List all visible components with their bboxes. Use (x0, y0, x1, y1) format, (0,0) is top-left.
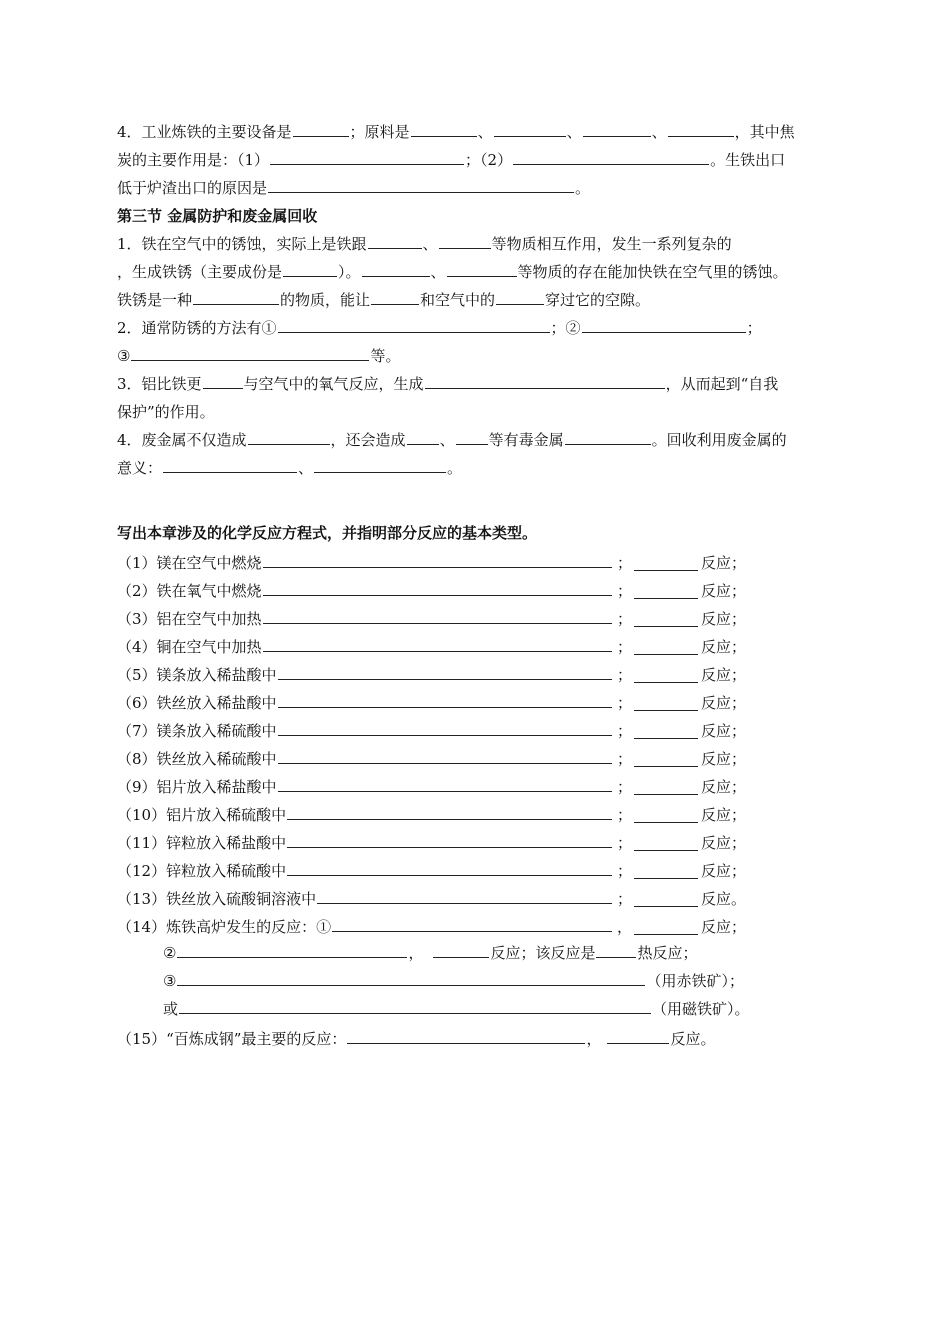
reaction-type-blank[interactable] (634, 805, 698, 823)
reaction-suffix: 反应； (701, 610, 747, 628)
blank[interactable] (193, 287, 279, 305)
equation-row (117, 745, 747, 773)
text: ，其中焦 (734, 123, 795, 141)
separator: ； (617, 862, 633, 880)
blank[interactable] (131, 343, 369, 361)
text: ）。 (338, 263, 361, 281)
text: ，生成铁锈（主要成份是 (117, 263, 283, 281)
equation-label: （4）铜在空气中加热 (117, 638, 262, 656)
section-title: 第三节 金属防护和废金属回收 (117, 207, 318, 225)
reaction-suffix: 反应； (701, 722, 747, 740)
s3-q2-line2 (117, 342, 400, 370)
blank[interactable] (583, 119, 651, 137)
blank[interactable] (596, 940, 636, 958)
separator: ； (617, 638, 633, 656)
blank[interactable] (248, 427, 330, 445)
text: 穿过它的空隙。 (545, 291, 651, 309)
separator: ； (617, 750, 633, 768)
s3-q4-line2 (117, 454, 462, 482)
blank[interactable] (447, 259, 517, 277)
equation-label: （7）镁条放入稀硫酸中 (117, 722, 277, 740)
equation-row (117, 801, 747, 829)
equation-blank[interactable] (278, 690, 612, 708)
reaction-suffix: 反应； (701, 862, 747, 880)
equation-label: （13）铁丝放入硫酸铜溶液中 (117, 890, 317, 908)
blank[interactable] (456, 427, 488, 445)
separator: ； (617, 834, 633, 852)
text: 反应。 (670, 1030, 716, 1048)
eq-14-line4 (163, 995, 750, 1023)
blank[interactable] (362, 259, 430, 277)
blank[interactable] (270, 147, 464, 165)
text: 等物质相互作用，发生一系列复杂的 (491, 235, 732, 253)
separator: ； (617, 554, 633, 572)
text: ；原料是 (349, 123, 410, 141)
equation-blank[interactable] (278, 746, 612, 764)
blank[interactable] (565, 427, 651, 445)
reaction-type-blank[interactable] (634, 721, 698, 739)
s3-q4-line1 (117, 426, 787, 454)
text: ③ (117, 347, 131, 365)
reaction-type-blank[interactable] (634, 581, 698, 599)
text: 热反应； (637, 944, 698, 962)
text: 3．铝比铁更 (117, 375, 202, 393)
reaction-type-blank[interactable] (634, 665, 698, 683)
reaction-type-blank[interactable] (634, 749, 698, 767)
blank[interactable] (283, 259, 337, 277)
text: 2．通常防锈的方法有① (117, 319, 277, 337)
reaction-type-blank[interactable] (634, 889, 698, 907)
reaction-suffix: 反应； (701, 834, 747, 852)
equation-blank[interactable] (287, 830, 612, 848)
reaction-suffix: 反应； (701, 918, 747, 936)
reaction-type-blank[interactable] (634, 609, 698, 627)
separator: ； (617, 890, 633, 908)
blank[interactable] (582, 315, 746, 333)
s3-q2-line1 (117, 314, 762, 342)
equation-label: （5）镁条放入稀盐酸中 (117, 666, 277, 684)
eq-14-line3 (163, 967, 744, 995)
equation-row (117, 633, 747, 661)
text: 1．铁在空气中的锈蚀，实际上是铁跟 (117, 235, 367, 253)
blank[interactable] (163, 455, 297, 473)
s3-q3-line1 (117, 370, 778, 398)
blank[interactable] (668, 119, 734, 137)
separator: ； (617, 582, 633, 600)
reaction-suffix: 反应； (701, 694, 747, 712)
text: ， (408, 944, 424, 962)
equation-blank[interactable] (263, 606, 612, 624)
text: 4．工业炼铁的主要设备是 (117, 123, 292, 141)
s3-q3-line2: 保护”的作用。 (117, 403, 215, 421)
blank[interactable] (439, 231, 491, 249)
text: 、 (430, 263, 446, 281)
blank[interactable] (496, 287, 544, 305)
s2-q4-line2 (117, 146, 785, 174)
equation-row (117, 661, 747, 689)
equation-label: （12）锌粒放入稀硫酸中 (117, 862, 287, 880)
blank[interactable] (425, 371, 665, 389)
text: 、 (566, 123, 582, 141)
equation-blank[interactable] (287, 802, 612, 820)
text: （用赤铁矿）； (646, 972, 744, 990)
separator: ， (617, 918, 633, 936)
equation-blank[interactable] (263, 634, 612, 652)
equation-label: （14）炼铁高炉发生的反应：① (117, 918, 332, 936)
text: ， (586, 1030, 602, 1048)
equation-row (117, 885, 747, 913)
equation-row (117, 773, 747, 801)
text: 、 (439, 431, 455, 449)
equation-label: （11）锌粒放入稀盐酸中 (117, 834, 287, 852)
reaction-suffix: 反应； (701, 666, 747, 684)
separator: ； (617, 722, 633, 740)
text: 意义： (117, 459, 163, 477)
equation-label: （2）铁在氧气中燃烧 (117, 582, 262, 600)
equation-row (117, 577, 747, 605)
s2-q4-line3 (117, 174, 590, 202)
text: 、 (477, 123, 493, 141)
blank[interactable] (371, 287, 419, 305)
blank[interactable] (407, 427, 439, 445)
s2-q4-line1 (117, 118, 795, 146)
equation-label: （10）铝片放入稀硫酸中 (117, 806, 287, 824)
separator: ； (617, 778, 633, 796)
s3-q1-line1 (117, 230, 732, 258)
reaction-type-blank[interactable] (634, 833, 698, 851)
equation-blank[interactable] (287, 858, 612, 876)
text: （用磁铁矿）。 (652, 1000, 750, 1018)
equation-label: （9）铝片放入稀盐酸中 (117, 778, 277, 796)
text: 。生铁出口 (710, 151, 786, 169)
text: 炭的主要作用是：（1） (117, 151, 270, 169)
s3-q1-line3 (117, 286, 650, 314)
equation-blank[interactable] (317, 886, 612, 904)
reaction-type-blank[interactable] (634, 553, 698, 571)
text: 、 (651, 123, 667, 141)
blank[interactable] (177, 940, 407, 958)
text: ② (163, 944, 177, 962)
equation-blank[interactable] (278, 662, 612, 680)
text: ；② (550, 319, 581, 337)
separator: ； (617, 610, 633, 628)
equation-row (117, 857, 747, 885)
text: ，还会造成 (330, 431, 406, 449)
reaction-suffix: 反应； (701, 638, 747, 656)
text: 、 (298, 459, 314, 477)
eq-15-line (117, 1025, 715, 1053)
reaction-suffix: 反应。 (701, 890, 747, 908)
text: ，从而起到“自我 (665, 375, 779, 393)
text: 。回收利用废金属的 (651, 431, 787, 449)
separator: ； (617, 806, 633, 824)
reaction-suffix: 反应； (701, 806, 747, 824)
reaction-suffix: 反应； (701, 750, 747, 768)
blank[interactable] (347, 1026, 585, 1044)
eq-14-line2 (163, 939, 698, 967)
text: （15）“百炼成钢”最主要的反应： (117, 1030, 347, 1048)
blank[interactable] (607, 1026, 669, 1044)
equation-row (117, 829, 747, 857)
blank[interactable] (513, 147, 709, 165)
text: 低于炉渣出口的原因是 (117, 179, 268, 197)
blank[interactable] (278, 315, 550, 333)
blank[interactable] (411, 119, 477, 137)
text: 铁锈是一种 (117, 291, 193, 309)
text: 或 (163, 1000, 179, 1018)
text: 与空气中的氧气反应，生成 (243, 375, 424, 393)
text: 的物质，能让 (280, 291, 371, 309)
text: 4．废金属不仅造成 (117, 431, 247, 449)
text: ；（2） (465, 151, 513, 169)
blank[interactable] (494, 119, 566, 137)
blank[interactable] (433, 940, 489, 958)
equation-row (117, 913, 747, 941)
equation-label: （6）铁丝放入稀盐酸中 (117, 694, 277, 712)
text: 等。 (370, 347, 401, 365)
blank[interactable] (177, 968, 645, 986)
blank[interactable] (293, 119, 349, 137)
reaction-type-blank[interactable] (634, 861, 698, 879)
reaction-suffix: 反应； (701, 778, 747, 796)
text: 反应；该反应是 (490, 944, 596, 962)
text: 等有毒金属 (488, 431, 564, 449)
equation-blank[interactable] (278, 718, 612, 736)
equation-blank[interactable] (263, 578, 612, 596)
equation-label: （3）铝在空气中加热 (117, 610, 262, 628)
equation-row (117, 605, 747, 633)
equation-blank[interactable] (278, 774, 612, 792)
text: 、 (422, 235, 438, 253)
equation-blank[interactable] (263, 550, 612, 568)
blank[interactable] (179, 996, 651, 1014)
separator: ； (617, 694, 633, 712)
equation-row (117, 717, 747, 745)
equation-label: （1）镁在空气中燃烧 (117, 554, 262, 572)
text: 等物质的存在能加快铁在空气里的锈蚀。 (517, 263, 788, 281)
reaction-suffix: 反应； (701, 554, 747, 572)
separator: ； (617, 666, 633, 684)
reaction-type-blank[interactable] (634, 693, 698, 711)
equations-title: 写出本章涉及的化学反应方程式，并指明部分反应的基本类型。 (117, 524, 538, 542)
text: 。 (575, 179, 591, 197)
equation-blank[interactable] (332, 914, 612, 932)
reaction-type-blank[interactable] (634, 637, 698, 655)
reaction-type-blank[interactable] (634, 917, 698, 935)
blank[interactable] (268, 175, 574, 193)
s3-q1-line2 (117, 258, 788, 286)
blank[interactable] (368, 231, 422, 249)
equation-label: （8）铁丝放入稀硫酸中 (117, 750, 277, 768)
text: 和空气中的 (420, 291, 496, 309)
reaction-type-blank[interactable] (634, 777, 698, 795)
text: 。 (447, 459, 463, 477)
equation-row (117, 689, 747, 717)
blank[interactable] (314, 455, 446, 473)
blank[interactable] (203, 371, 243, 389)
text: ； (746, 319, 762, 337)
reaction-suffix: 反应； (701, 582, 747, 600)
equation-row (117, 549, 747, 577)
text: ③ (163, 972, 177, 990)
